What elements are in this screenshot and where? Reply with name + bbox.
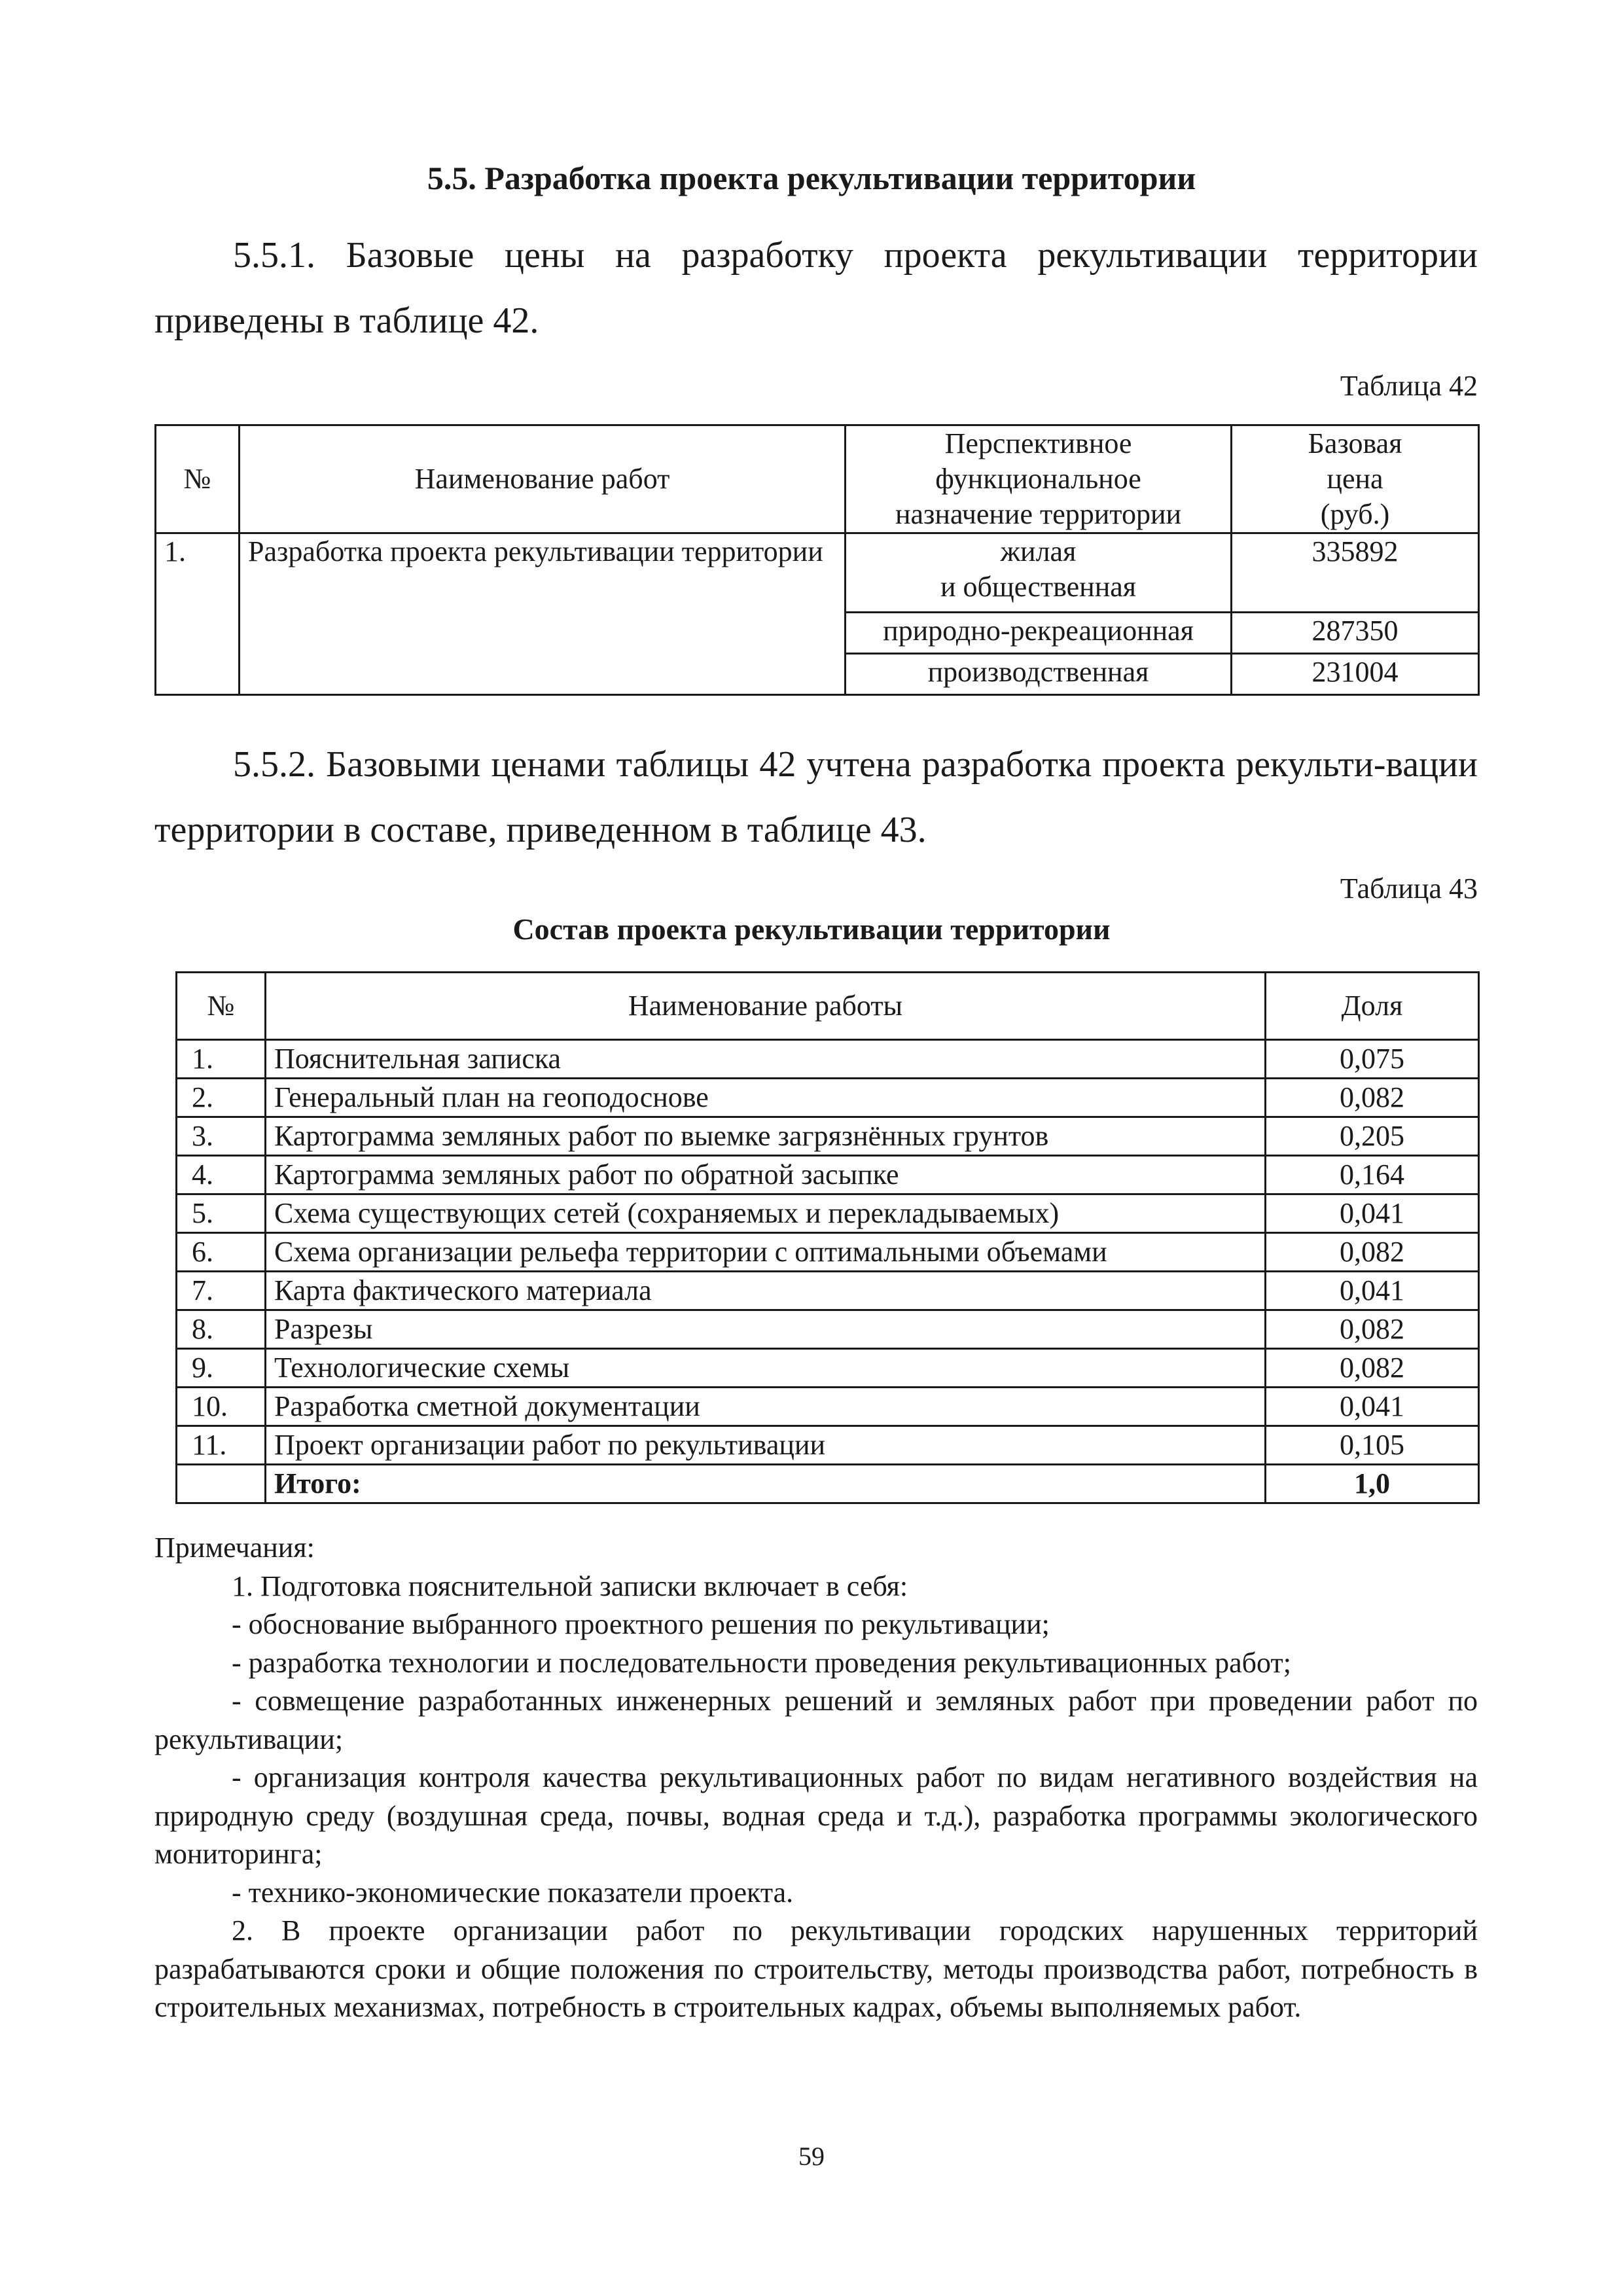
row-share: 0,164 [1266,1156,1479,1194]
table-42-purpose: производственная [846,654,1232,695]
table-42-header-num: № [156,425,240,533]
purpose-line: жилая [1000,535,1077,567]
table-42 [154,424,1480,696]
page-number: 59 [798,2142,825,2171]
row-share: 0,075 [1266,1040,1479,1079]
note-item-2: 2. В проекте организации работ по рекультивации городских нарушенных территорий разрабатываются сроки и общие положения по строительству, методы производства работ, потребность в строительных механизмах, потребность в строительных кадрах, объемы выполняемых работ. [154,1914,1478,2023]
table-row [177,1426,1479,1465]
table-43-header-share: Доля [1266,973,1479,1040]
header-purpose-line: функциональное [935,463,1141,495]
table-42-row-num: 1. [156,533,240,695]
row-num: 10. [177,1388,266,1426]
row-name: Картограмма земляных работ по выемке загрязнённых грунтов [266,1117,1266,1156]
row-name: Разрезы [266,1310,1266,1349]
note-bullet: - совмещение разработанных инженерных решений и земляных работ при проведении работ по рекультивации; [154,1685,1478,1755]
table-row [177,1272,1479,1310]
header-purpose-line: назначение территории [895,498,1182,530]
table-43-header-name: Наименование работы [266,973,1266,1040]
total-value: 1,0 [1266,1465,1479,1503]
table-row [177,1040,1479,1079]
row-share: 0,105 [1266,1426,1479,1465]
table-row [156,533,1479,613]
table-42-price: 287350 [1232,613,1479,654]
table-43-header-row [177,973,1479,1040]
row-num: 6. [177,1233,266,1272]
notes [154,1529,1478,2027]
row-num: 1. [177,1040,266,1079]
note-bullet: - технико-экономические показатели проекта. [232,1876,794,1909]
row-share: 0,041 [1266,1194,1479,1233]
table-43-title: Состав проекта рекультивации территории [512,912,1111,946]
row-name: Разработка сметной документации [266,1388,1266,1426]
note-item-1: 1. Подготовка пояснительной записки включает в себя: [232,1570,908,1602]
table-42-purpose: природно-рекреационная [846,613,1232,654]
table-43-total-row [177,1465,1479,1503]
table-42-header-price [1232,425,1479,533]
table-42-header-row [156,425,1479,533]
purpose-line: и общественная [940,571,1137,603]
table-42-price: 335892 [1232,533,1479,613]
table-row [177,1079,1479,1117]
note-bullet: - организация контроля качества рекультивационных работ по видам негативного воздействия на природную среду (воздушная среда, почвы, водная среда и т.д.), разработка программы экологического мониторинга; [154,1761,1478,1870]
row-name: Карта фактического материала [266,1272,1266,1310]
row-num: 7. [177,1272,266,1310]
table-42-row-name: Разработка проекта рекультивации территории [240,533,846,695]
row-num: 11. [177,1426,266,1465]
notes-heading: Примечания: [154,1532,315,1564]
header-purpose-line: Перспективное [944,427,1132,459]
row-name: Генеральный план на геоподоснове [266,1079,1266,1117]
table-row [177,1117,1479,1156]
row-num: 5. [177,1194,266,1233]
total-label: Итого: [266,1465,1266,1503]
table-row [177,1156,1479,1194]
row-name: Схема организации рельефа территории с оптимальными объемами [266,1233,1266,1272]
table-42-price: 231004 [1232,654,1479,695]
row-name: Пояснительная записка [266,1040,1266,1079]
row-num: 2. [177,1079,266,1117]
note-bullet: - обоснование выбранного проектного решения по рекультивации; [232,1608,1050,1640]
table-row [177,1349,1479,1388]
row-name: Картограмма земляных работ по обратной засыпке [266,1156,1266,1194]
note-bullet: - разработка технологии и последовательности проведения рекультивационных работ; [232,1646,1291,1679]
row-num: 4. [177,1156,266,1194]
row-share: 0,082 [1266,1349,1479,1388]
table-row [177,1310,1479,1349]
table-42-caption: Таблица 42 [1340,370,1478,402]
table-42-header-name: Наименование работ [240,425,846,533]
row-num-empty [177,1465,266,1503]
table-42-header-purpose [846,425,1232,533]
row-name: Проект организации работ по рекультивации [266,1426,1266,1465]
row-share: 0,082 [1266,1310,1479,1349]
row-share: 0,041 [1266,1388,1479,1426]
row-name: Технологические схемы [266,1349,1266,1388]
row-num: 3. [177,1117,266,1156]
row-share: 0,082 [1266,1233,1479,1272]
row-num: 8. [177,1310,266,1349]
paragraph-5-5-2: 5.5.2. Базовыми ценами таблицы 42 учтена разработка проекта рекульти-вации территории в составе, приведенном в таблице 43. [154,744,1478,850]
row-share: 0,082 [1266,1079,1479,1117]
row-name: Схема существующих сетей (сохраняемых и перекладываемых) [266,1194,1266,1233]
row-share: 0,041 [1266,1272,1479,1310]
table-row [177,1194,1479,1233]
table-row [177,1388,1479,1426]
table-43 [175,971,1480,1504]
table-43-caption: Таблица 43 [1340,872,1478,905]
row-share: 0,205 [1266,1117,1479,1156]
header-price-line: (руб.) [1320,498,1390,530]
row-num: 9. [177,1349,266,1388]
paragraph-5-5-1: 5.5.1. Базовые цены на разработку проекта рекультивации территории приведены в таблице 42. [154,235,1478,341]
header-price-line: Базовая [1308,427,1402,459]
header-price-line: цена [1327,463,1383,495]
table-43-header-num: № [177,973,266,1040]
table-42-purpose [846,533,1232,613]
section-title: 5.5. Разработка проекта рекультивации территории [427,160,1196,196]
table-row [177,1233,1479,1272]
